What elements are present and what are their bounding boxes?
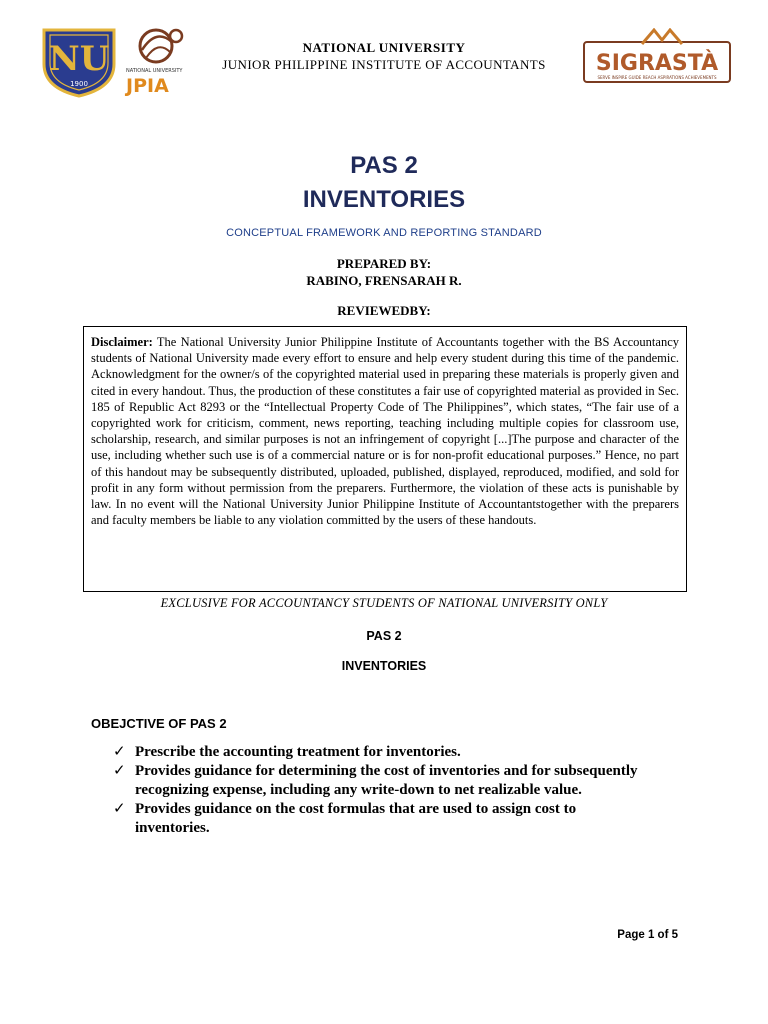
document-title-line2: INVENTORIES [302,186,466,213]
disclaimer-box [83,326,687,592]
page-number: Page 1 of 5 [617,929,678,941]
jpia-logo-text: JPIA [126,75,169,97]
prepared-by-label: PREPARED BY: [336,256,432,271]
document-subtitle: CONCEPTUAL FRAMEWORK AND REPORTING STANDARD [226,227,542,239]
exclusive-notice: EXCLUSIVE FOR ACCOUNTANCY STUDENTS OF NATIONAL UNIVERSITY ONLY [160,596,608,610]
objective-text: Provides guidance for determining the cost of inventories and for subsequently recognizing expense, including any write-down to net realizable value. [135,763,638,798]
disclaimer-text: The National University Junior Philippine Institute of Accountants together with the BS Accountancy students of National University made every effort to ensure and help every student during this time of the pandemic. Acknowledgment for the owner/s of the copyrighted material used in preparing these materials is properly given and cited in every handout. Thus, the production of these constitutes a fair use of copyrighted material as provided in Sec. 185 of Republic Act 8293 or the “Intellectual Property Code of The Philippines”, which states, “The fair use of a copyrighted work for criticism, comment, news reporting, teaching including multiple copies for classroom use, scholarship, research, and similar purposes is not an infringement of copyright [...]The purpose and character of the use, including whether such use is of a commercial nature or is for non-profit educational purposes.” Hence, no part of this handout may be subsequently distributed, uploaded, published, displayed, reproduced, modified, and sold for profit in any form without permission from the preparers. Furthermore, the violation of these acts is punishable by law. In no event will the National University Junior Philippine Institute of Accountantstogether with the preparers and faculty members be liable to any violation committed by the users of these handouts. [91,335,679,528]
objective-text: Prescribe the accounting treatment for inventories. [135,744,461,760]
checkmark-icon: ✓ [113,744,126,760]
section-title-line1: PAS 2 [366,629,402,643]
sigrasta-logo [582,28,732,86]
svg-text:NU: NU [48,39,110,79]
nu-logo-year: 1900 [70,80,88,88]
checkmark-icon: ✓ [113,763,126,779]
preparer-name: RABINO, FRENSARAH R. [306,273,462,288]
checkmark-icon: ✓ [113,801,126,817]
sigrasta-logo-tagline: SERVE INSPIRE GUIDE REACH ASPIRATIONS ACHIEVEMENTS [597,75,717,80]
document-title-line1: PAS 2 [350,152,418,179]
sigrasta-logo-text: SIGRASTÀ [595,51,719,76]
disclaimer-lead: Disclaimer: [91,335,153,349]
objective-heading: OBEJCTIVE OF PAS 2 [91,716,227,731]
reviewed-by-label: REVIEWEDBY: [337,303,431,318]
objective-text: Provides guidance on the cost formulas that are used to assign cost to inventories. [135,801,577,836]
jpia-logo-small-text: NATIONAL UNIVERSITY [126,68,183,74]
list-item [113,743,653,762]
list-item [113,762,653,800]
header-institute-name: JUNIOR PHILIPPINE INSTITUTE OF ACCOUNTANTS [222,57,546,72]
header-university-name: NATIONAL UNIVERSITY [302,40,466,55]
objectives-list [113,743,653,838]
list-item [113,800,653,838]
section-title-line2: INVENTORIES [341,659,427,673]
